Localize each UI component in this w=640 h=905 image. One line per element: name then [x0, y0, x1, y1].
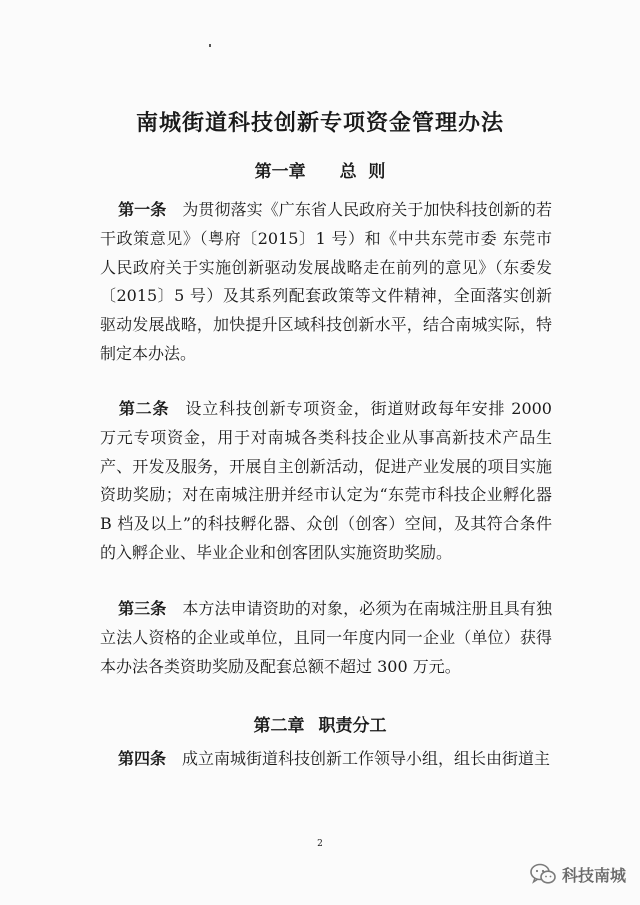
article-4-text: 成立南城街道科技创新工作领导小组，组长由街道主 — [182, 749, 551, 768]
wechat-watermark — [530, 860, 626, 888]
document-title: 南城街道科技创新专项资金管理办法 — [135, 110, 504, 136]
article-2 — [100, 395, 552, 568]
watermark-text: 科技南城 — [561, 865, 626, 885]
chapter-1-label: 第一章 — [254, 162, 306, 182]
article-4 — [100, 745, 552, 774]
chapter-1-name: 总 则 — [339, 162, 386, 182]
article-2-lead: 第二条 — [118, 399, 170, 418]
article-3-lead: 第三条 — [118, 599, 167, 618]
article-2-text: 设立科技创新专项资金，街道财政每年安排 2000 万元专项资金，用于对南城各类科技企业从事高新技术产品生产、开发及服务，开展自主创新活动，促进产业发展的项目实施资助奖励；对在南城注册并经市认定为“东莞市科技企业孵化器 B 档及以上”的科技孵化器、众创（创客）空间，及其符合条件的入孵企业、毕业企业和创客团队实施资助奖励。 — [100, 399, 552, 562]
article-4-lead: 第四条 — [118, 749, 167, 768]
article-3 — [100, 595, 552, 681]
chapter-2-heading — [0, 714, 640, 738]
chapter-2-name: 职责分工 — [318, 716, 387, 736]
page-number: 2 — [317, 839, 323, 849]
article-3-text: 本方法申请资助的对象，必须为在南城注册且具有独立法人资格的企业或单位，且同一年度内同一企业（单位）获得本办法各类资助奖励及配套总额不超过 300 万元。 — [100, 599, 552, 676]
article-1-lead: 第一条 — [118, 200, 167, 219]
chapter-2-label: 第二章 — [253, 716, 305, 736]
chapter-1-heading — [0, 160, 640, 184]
scan-speck — [209, 44, 211, 47]
wechat-icon — [530, 863, 556, 885]
article-1 — [100, 196, 552, 369]
article-1-text: 为贯彻落实《广东省人民政府关于加快科技创新的若干政策意见》（粤府〔2015〕1 号）和《中共东莞市委 东莞市人民政府关于实施创新驱动发展战略走在前列的意见》（东委发〔2015〕5 号）及其系列配套政策等文件精神，全面落实创新驱动发展战略，加快提升区域科技创新水平，结合南城实际，特制定本办法。 — [100, 200, 552, 363]
